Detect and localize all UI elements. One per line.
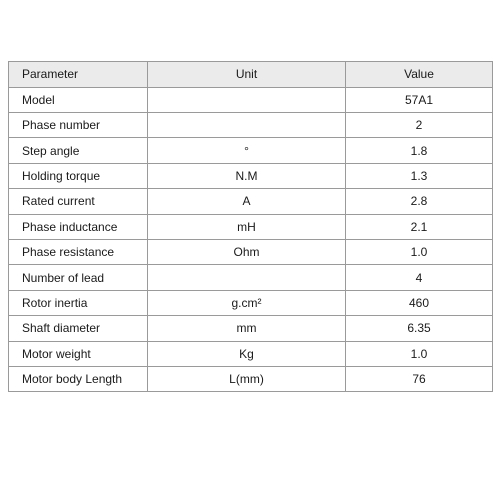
- cell-unit: [148, 112, 346, 137]
- cell-parameter: Phase inductance: [9, 214, 148, 239]
- table-row: [9, 163, 493, 188]
- cell-value: 4: [346, 265, 493, 290]
- cell-parameter: Rotor inertia: [9, 290, 148, 315]
- cell-value: 2: [346, 112, 493, 137]
- table-row: [9, 138, 493, 163]
- cell-value: 6.35: [346, 316, 493, 341]
- table-row: [9, 265, 493, 290]
- cell-value: 2.8: [346, 189, 493, 214]
- table-row: [9, 366, 493, 391]
- cell-value: 1.3: [346, 163, 493, 188]
- table-row: [9, 341, 493, 366]
- cell-value: 1.0: [346, 239, 493, 264]
- cell-unit: L(mm): [148, 366, 346, 391]
- cell-parameter: Phase resistance: [9, 239, 148, 264]
- cell-value: 76: [346, 366, 493, 391]
- table-row: [9, 112, 493, 137]
- header-parameter: Parameter: [9, 62, 148, 88]
- cell-unit: Kg: [148, 341, 346, 366]
- cell-unit: g.cm²: [148, 290, 346, 315]
- cell-parameter: Rated current: [9, 189, 148, 214]
- cell-unit: mH: [148, 214, 346, 239]
- cell-unit: Ohm: [148, 239, 346, 264]
- cell-value: 1.0: [346, 341, 493, 366]
- header-value: Value: [346, 62, 493, 88]
- table-row: [9, 290, 493, 315]
- cell-unit: °: [148, 138, 346, 163]
- cell-parameter: Step angle: [9, 138, 148, 163]
- cell-value: 1.8: [346, 138, 493, 163]
- cell-value: 460: [346, 290, 493, 315]
- cell-unit: [148, 87, 346, 112]
- cell-value: 2.1: [346, 214, 493, 239]
- cell-parameter: Motor body Length: [9, 366, 148, 391]
- table-row: [9, 214, 493, 239]
- cell-parameter: Number of lead: [9, 265, 148, 290]
- cell-parameter: Phase number: [9, 112, 148, 137]
- cell-unit: N.M: [148, 163, 346, 188]
- table-row: [9, 87, 493, 112]
- table-header-row: [9, 62, 493, 88]
- cell-unit: [148, 265, 346, 290]
- cell-parameter: Model: [9, 87, 148, 112]
- cell-parameter: Holding torque: [9, 163, 148, 188]
- cell-unit: A: [148, 189, 346, 214]
- cell-value: 57A1: [346, 87, 493, 112]
- table-row: [9, 189, 493, 214]
- table-row: [9, 239, 493, 264]
- header-unit: Unit: [148, 62, 346, 88]
- spec-table: [8, 61, 493, 392]
- table-row: [9, 316, 493, 341]
- cell-parameter: Motor weight: [9, 341, 148, 366]
- cell-parameter: Shaft diameter: [9, 316, 148, 341]
- cell-unit: mm: [148, 316, 346, 341]
